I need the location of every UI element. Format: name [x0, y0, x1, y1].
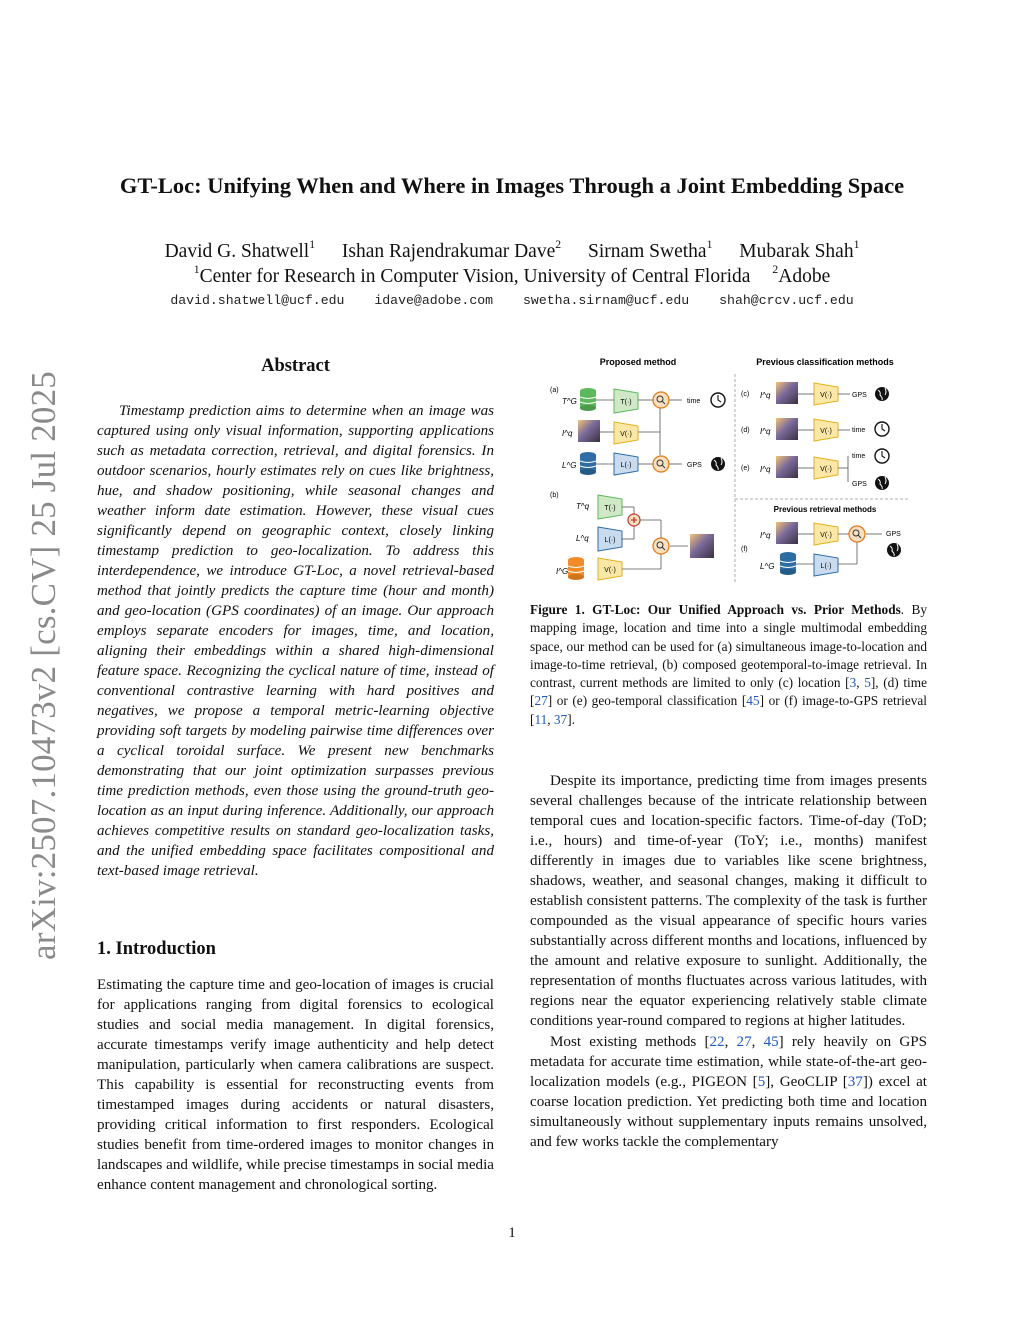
globe-icon	[887, 543, 901, 557]
image-encoder	[814, 419, 838, 441]
citation-link[interactable]: 45	[746, 693, 760, 709]
output-label-gps: GPS	[852, 481, 867, 488]
introduction-paragraph: Despite its importance, predicting time from images presents several challenges because of the intricate relationship between temporal cues and location-specific factors. Time-of-day (ToD; i.e., hours) and time-of-year (ToY; i.e., months) manifest differently in images due to variables like scene brightness, shadows, weather, and seasonal changes, making it difficult to establish consistent patterns. The complexity of the task is further compounded as the visual appearance of specific hours varies substantially across different months and locations, influenced by the amount and relative exposure to sunlight. Additionally, the representation of months fluctuates across various latitudes, with regions near the equator experiencing relatively stable climate conditions year-round compared to regions at higher latitudes.	[530, 773, 927, 1029]
right-column-text	[530, 770, 927, 1152]
affiliations: $^1$Center for Research in Computer Vision, University of Central Florida $^2$Adobe	[193, 263, 831, 287]
input-label: T^q	[576, 502, 590, 511]
query-image	[776, 382, 798, 404]
output-label-gps: GPS	[886, 531, 901, 538]
paper-title: GT-Loc: Unifying When and Where in Images Through a Joint Embedding Space	[119, 173, 905, 198]
time-encoder	[614, 389, 638, 413]
image-encoder	[814, 383, 838, 405]
author: David G. Shatwell$^1$	[164, 238, 316, 262]
clock-icon	[875, 422, 889, 436]
arxiv-watermark	[20, 370, 68, 960]
figure-heading-retrieval: Previous retrieval methods	[773, 505, 877, 514]
image-encoder	[814, 457, 838, 479]
input-label: I^q	[562, 429, 573, 438]
input-label: L^G	[562, 461, 577, 470]
svg-text:L(·): L(·)	[604, 537, 616, 544]
search-icon	[653, 538, 669, 554]
query-image	[776, 522, 798, 544]
figure-heading-proposed: Proposed method	[599, 357, 677, 367]
abstract-heading: Abstract	[261, 356, 330, 376]
search-icon	[653, 392, 669, 408]
location-encoder	[614, 453, 638, 475]
output-label-gps: GPS	[687, 462, 702, 469]
page-number: 1	[508, 1225, 516, 1241]
database-icon	[780, 552, 796, 575]
search-icon	[653, 456, 669, 472]
email[interactable]: david.shatwell@ucf.edu	[170, 293, 345, 308]
input-label: L^G	[760, 562, 775, 571]
input-label: L^q	[576, 534, 589, 543]
input-label: I^q	[760, 465, 771, 474]
retrieved-image	[690, 534, 714, 558]
figure-heading-classification: Previous classification methods	[756, 357, 894, 367]
citation-link[interactable]: 27	[736, 1034, 752, 1050]
citation-link[interactable]: 37	[847, 1074, 863, 1090]
figure-1-diagram	[530, 352, 926, 592]
output-label-time: time	[852, 453, 866, 460]
citation-link[interactable]: 27	[534, 693, 548, 709]
output-label-gps: GPS	[852, 392, 867, 399]
globe-icon	[875, 387, 889, 401]
svg-text:V(·): V(·)	[604, 567, 616, 574]
panel-label-d: (d)	[741, 427, 750, 434]
affiliation: Center for Research in Computer Vision, University of Central Florida	[199, 265, 751, 287]
query-image	[776, 418, 798, 440]
author: Ishan Rajendrakumar Dave$^2$	[341, 238, 562, 262]
citation-link[interactable]: 5	[864, 675, 871, 691]
figure-caption: Figure 1. GT-Loc: Our Unified Approach vs. Prior Methods. By mapping image, location and time into a single multimodal embedding space, our method can be used for (a) simultaneous image-to-location and image-to-time retrieval, (b) composed geotemporal-to-image retrieval. In contrast, current methods are limited to only (c) location [3, 5], (d) time [27] or (e) geo-temporal classification [45] or (f) image-to-GPS retrieval [11, 37].	[530, 602, 927, 727]
input-label: I^q	[760, 427, 771, 436]
abstract-text: Timestamp prediction aims to determine when an image was captured using only visual information, supporting applications such as metadata correction, retrieval, and digital forensics. In outdoor scenarios, hourly estimates rely on cues like brightness, hue, and shadow positioning, while seasonal changes and weather inform date estimation. However, these visual cues significantly depend on geographic context, closely linking timestamp prediction to geo-localization. To address this interdependence, we introduce GT-Loc, a novel retrieval-based method that jointly predicts the capture time (hour and month) and geo-location (GPS coordinates) of an image. Our approach employs separate encoders for images, time, and location, aligning their embeddings within a shared high-dimensional feature space. Recognizing the cyclical nature of time, instead of conventional contrastive learning with hard positives and negatives, we propose a temporal metric-learning objective providing soft targets by modeling pairwise time differences over a cyclical toroidal surface. We present new benchmarks demonstrating that our joint optimization surpasses previous time prediction methods, even those using the ground-truth geo-location as an input during inference. Additionally, our approach achieves competitive results on standard geo-localization tasks, and the unified embedding space facilitates compositional and text-based image retrieval.	[97, 403, 494, 879]
panel-label-e: (e)	[741, 465, 750, 472]
citation-link[interactable]: 11	[534, 711, 548, 727]
image-encoder	[614, 422, 638, 444]
introduction-paragraph: Estimating the capture time and geo-location of images is crucial for applications ranging from digital forensics to ecological studies and social media management. In digital forensics, accurate timestamps verify image authenticity and help detect manipulation, particularly when camera calibrations are suspect. This capability is essential for reconstructing events from timestamped images during accidents or natural disasters, providing critical information to first responders. Ecological studies benefit from time-ordered images to monitor changes in landscapes and wildlife, while precise timestamps in social media enhance content management and chronological sorting.	[97, 977, 494, 1193]
panel-label-f: (f)	[741, 546, 748, 553]
output-label-time: time	[852, 427, 866, 434]
citation-link[interactable]: 45	[763, 1034, 779, 1050]
query-image	[776, 456, 798, 478]
panel-label-a: (a)	[550, 387, 559, 394]
plus-icon	[628, 514, 640, 526]
citation-link[interactable]: 37	[553, 711, 568, 727]
figure-1	[530, 352, 926, 592]
svg-text:V(·): V(·)	[820, 532, 832, 539]
image-encoder	[814, 523, 838, 545]
input-label: I^q	[760, 531, 771, 540]
introduction-paragraph: Most existing methods [22, 27, 45] rely heavily on GPS metadata for accurate time estimation, while state-of-the-art geo-localization models (e.g., PIGEON [5], GeoCLIP [37]) excel at coarse location prediction. Yet predicting both time and location simultaneously without supplementary inputs remains unsolved, and few works tackle the complementary	[530, 1034, 928, 1150]
input-label: I^G	[556, 567, 569, 576]
svg-text:V(·): V(·)	[820, 392, 832, 399]
svg-text:L(·): L(·)	[620, 462, 632, 469]
section-heading-introduction: 1. Introduction	[97, 939, 216, 959]
svg-text:V(·): V(·)	[820, 466, 832, 473]
author: Sirnam Swetha$^1$	[587, 238, 713, 262]
globe-icon	[711, 457, 725, 471]
svg-text:T(·): T(·)	[620, 399, 632, 406]
time-encoder	[598, 495, 622, 519]
input-label: I^q	[760, 391, 771, 400]
svg-text:T(·): T(·)	[604, 505, 616, 512]
input-label: T^G	[562, 397, 577, 406]
email[interactable]: idave@adobe.com	[374, 293, 494, 308]
panel-label-c: (c)	[741, 391, 750, 398]
affiliation: Adobe	[778, 265, 831, 287]
author: Mubarak Shah$^1$	[739, 238, 860, 262]
email-list	[0, 293, 1024, 308]
author-list	[0, 238, 1024, 263]
database-icon	[568, 557, 584, 580]
database-icon	[580, 388, 596, 411]
clock-icon	[875, 449, 889, 463]
panel-label-b: (b)	[550, 492, 559, 499]
svg-text:L(·): L(·)	[820, 563, 832, 570]
citation-link[interactable]: 22	[709, 1034, 725, 1050]
email[interactable]: shah@crcv.ucf.edu	[719, 293, 854, 308]
clock-icon	[711, 393, 725, 407]
image-encoder	[598, 558, 622, 580]
location-encoder	[598, 527, 622, 551]
arxiv-id-text: arXiv:2507.10473v2 [cs.CV] 25 Jul 2025	[24, 370, 63, 960]
svg-text:V(·): V(·)	[620, 431, 632, 438]
citation-link[interactable]: 5	[757, 1074, 766, 1090]
svg-text:V(·): V(·)	[820, 428, 832, 435]
search-icon	[849, 526, 865, 542]
globe-icon	[875, 476, 889, 490]
database-icon	[580, 452, 596, 475]
query-image	[578, 420, 600, 442]
location-encoder	[814, 554, 838, 576]
output-label-time: time	[687, 398, 701, 405]
email[interactable]: swetha.sirnam@ucf.edu	[523, 293, 690, 308]
citation-link[interactable]: 3	[849, 675, 857, 691]
